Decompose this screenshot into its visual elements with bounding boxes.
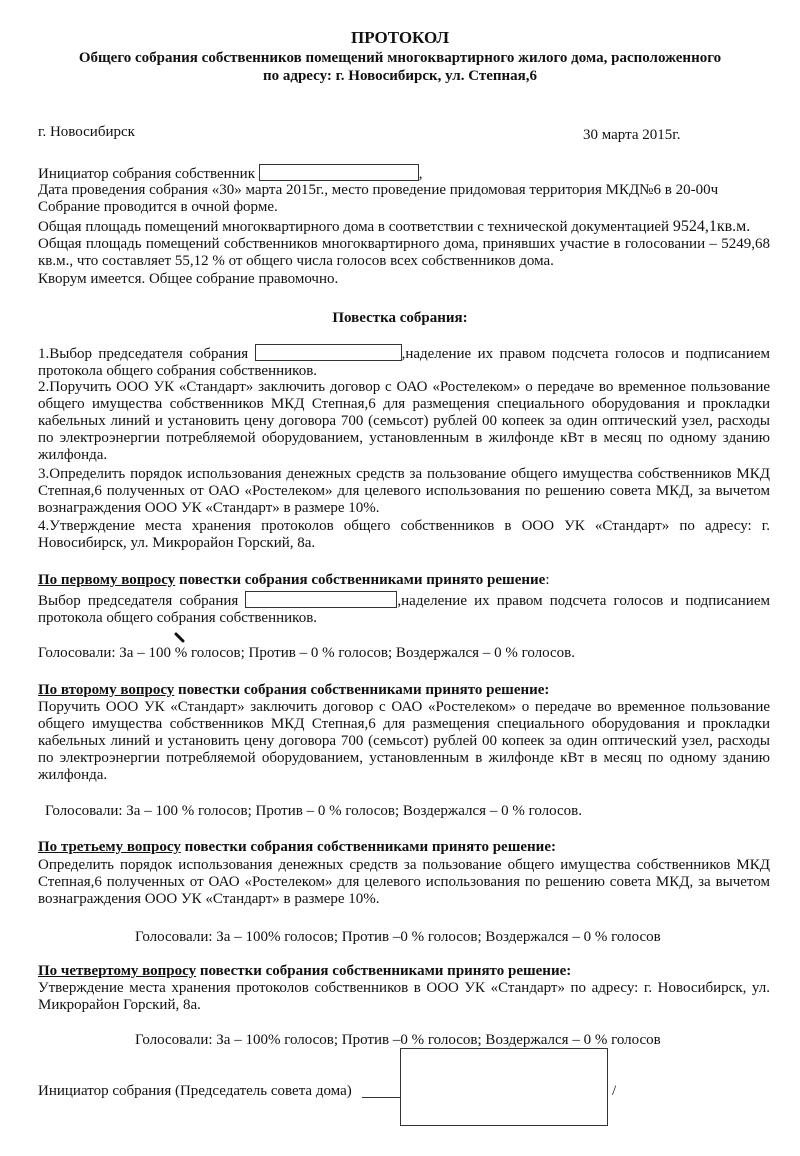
q3-decision-text: Определить порядок использования денежных средств за пользование общего имущества собственников МКД Степная,6 полученных от ОАО «Ростелеком» для целевого использования по решению совета МКД, за вычетом вознаграждения ООО УК «Стандарт» в размере 10%. xyxy=(38,857,770,907)
redacted-chairman-box-2 xyxy=(245,591,397,608)
q1-text-pre: Выбор председателя собрания xyxy=(38,593,239,609)
signature-label: Инициатор собрания (Председатель совета дома) xyxy=(38,1083,352,1099)
q1-text-post: ,наделение их правом подсчета голосов и подписанием протокола общего собрания собственников. xyxy=(38,593,770,626)
agenda-item-2: 2.Поручить ООО УК «Стандарт» заключить договор с ОАО «Ростелеком» о передаче во временное пользование общего имущества собственников МКД Степная,6 для размещения специального оборудования и прокладки кабельных линий и установить цену договора 700 (семьсот) рублей 00 копеек за один оптический узел, расходы по электроэнергии потребляемой оборудованием, установленным в жилфонде кВт в месяц по одному зданию жилфонда. xyxy=(38,379,770,463)
agenda-item-1-pre: 1.Выбор председателя собрания xyxy=(38,346,249,362)
document-subtitle-line2: по адресу: г. Новосибирск, ул. Степная,6 xyxy=(262,68,538,84)
q1-heading xyxy=(38,572,550,589)
redacted-chairman-box xyxy=(255,344,402,361)
q3-vote-result: Голосовали: За – 100% голосов; Против –0 % голосов; Воздержался – 0 % голосов xyxy=(135,929,661,945)
redacted-signature-box xyxy=(400,1048,608,1126)
q3-heading-rest: повестки собрания собственниками принято решение: xyxy=(180,839,556,855)
q2-decision-text: Поручить ООО УК «Стандарт» заключить договор с ОАО «Ростелеком» о передаче во временное пользование общего имущества собственников МКД Степная,6 для размещения специального оборудования и прокладки кабельных линий и установить цену договора 700 (семьсот) рублей 00 копеек за один оптический узел, расходы по электроэнергии потребляемой оборудованием, установленным в жилфонде кВт в месяц по одному зданию жилфонда. xyxy=(38,699,770,783)
total-area-line xyxy=(38,218,750,236)
quorum-line: Кворум имеется. Общее собрание правомочно. xyxy=(38,271,339,287)
q1-heading-rest: повестки собрания собственниками принято решение xyxy=(175,572,546,588)
total-area-text: Общая площадь помещений многоквартирного дома в соответствии с технической документацией xyxy=(38,219,670,235)
meeting-form-line: Собрание проводится в очной форме. xyxy=(38,199,278,215)
q1-heading-underlined: По первому вопросу xyxy=(38,572,176,588)
q2-heading-rest: повестки собрания собственниками принято решение: xyxy=(174,682,550,698)
q4-heading xyxy=(38,963,571,980)
q4-decision-text: Утверждение места хранения протоколов собственников в ООО УК «Стандарт» по адресу: г. Новосибирск, ул. Микрорайон Горский, 8а. xyxy=(38,980,770,1013)
redacted-name-box xyxy=(259,164,419,181)
agenda-item-1-post: ,наделение их правом подсчета голосов и подписанием протокола общего собрания собственников. xyxy=(38,346,770,379)
total-area-value: 9524,1кв.м. xyxy=(672,218,751,235)
q3-heading-underlined: По третьему вопросу xyxy=(38,839,181,855)
document-date: 30 марта 2015г. xyxy=(583,127,681,143)
agenda-item-1 xyxy=(38,344,770,380)
document-city: г. Новосибирск xyxy=(38,124,135,140)
q1-decision-text xyxy=(38,591,770,627)
pen-mark-icon xyxy=(174,632,188,644)
document-title: ПРОТОКОЛ xyxy=(350,28,449,47)
document-subtitle-line1: Общего собрания собственников помещений многоквартирного жилого дома, расположенного xyxy=(78,50,722,66)
initiator-label: Инициатор собрания собственник xyxy=(38,166,255,182)
agenda-heading: Повестка собрания: xyxy=(332,310,468,326)
initiator-line xyxy=(38,164,423,183)
q1-heading-colon: : xyxy=(545,572,550,588)
signature-slash: / xyxy=(612,1083,617,1099)
agenda-item-4: 4.Утверждение места хранения протоколов общего собственников в ООО УК «Стандарт» по адресу: г. Новосибирск, ул. Микрорайон Горский, 8а. xyxy=(38,518,770,551)
q1-vote-result: Голосовали: За – 100 % голосов; Против – 0 % голосов; Воздержался – 0 % голосов. xyxy=(38,645,576,661)
q4-heading-rest: повестки собрания собственниками принято решение: xyxy=(196,963,572,979)
signature-line xyxy=(362,1097,400,1098)
agenda-item-3: 3.Определить порядок использования денежных средств за пользование общего имущества собственников МКД Степная,6 полученных от ОАО «Ростелеком» для целевого использования по решению совета МКД, за вычетом вознаграждения ООО УК «Стандарт» в размере 10%. xyxy=(38,466,770,516)
participated-area-paragraph: Общая площадь помещений собственников многоквартирного дома, принявших участие в голосовании – 5249,68 кв.м., что составляет 55,12 % от общего числа голосов всех собственников дома. xyxy=(38,236,770,269)
q2-heading xyxy=(38,682,549,699)
q4-heading-underlined: По четвертому вопросу xyxy=(38,963,197,979)
q4-vote-result: Голосовали: За – 100% голосов; Против –0 % голосов; Воздержался – 0 % голосов xyxy=(135,1032,661,1048)
q2-vote-result: Голосовали: За – 100 % голосов; Против – 0 % голосов; Воздержался – 0 % голосов. xyxy=(45,803,583,819)
meeting-date-line: Дата проведения собрания «30» марта 2015г., место проведение придомовая территория МКД№6 в 20-00ч xyxy=(38,182,719,198)
q2-heading-underlined: По второму вопросу xyxy=(38,682,175,698)
q3-heading xyxy=(38,839,556,856)
initiator-tail: , xyxy=(418,166,423,182)
